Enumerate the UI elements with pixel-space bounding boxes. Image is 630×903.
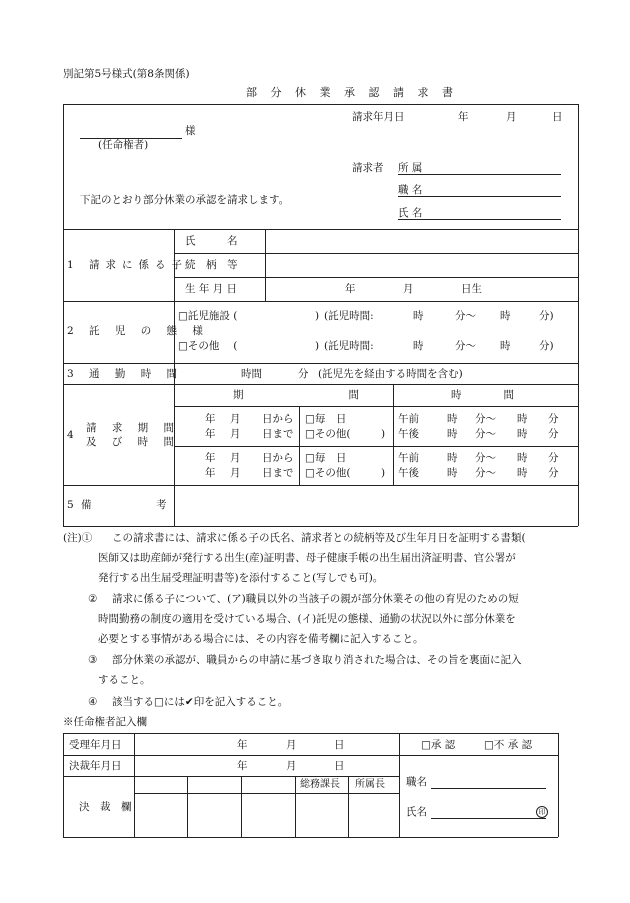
appointer-position-label: 職名 xyxy=(406,776,427,788)
section-period: 請 求 期 間 xyxy=(86,422,181,434)
appointer-position-line xyxy=(431,788,546,789)
form-label: 別記第5号様式(第8条関係) xyxy=(63,68,190,80)
appointer-heading: ※任命権者記入欄 xyxy=(63,716,147,728)
addressee-suffix: 様 xyxy=(185,125,196,137)
checkbox-daily[interactable]: □毎 日 xyxy=(305,413,347,425)
dept-line xyxy=(398,174,561,175)
note-3: 部分休業の承認が、職員からの申請に基づき取り消された場合は、その旨を裏面に記入 xyxy=(112,654,522,666)
section-remarks: 5 備 考 xyxy=(67,499,169,511)
position-line xyxy=(398,196,561,197)
name-label: 氏 名 xyxy=(398,207,423,219)
document-page: 別記第5号様式(第8条関係) 部 分 休 業 承 認 請 求 書 請求年月日 年 月 日 様 (任命権者) 請求者 所 属 職 名 氏 名 下記のとおり部分休業の承認を請求します。 1 請求に係る子 氏 名 続 柄 等 生 年 月 日 年 月 日生 2 託 児 の 態 様 □託児施設 ( ) (託児時間: 時 分〜 時 分) □その他 ( ) (託児時間: 時 分〜 時 分) 3 通 勤 時 間 時間 分 (託児先を経由する時間を含む) 4 請 求 期 間 及 び 時 間 期 間 時 間 年 月 日から 年 月 日まで □毎 日 □その他( ) 午前 時 分〜 時 分 午後 時 分〜 時 分 年 月 日から 年 月 日まで □毎 日 □その他( ) 午前 時 分〜 時 分 午後 時 分〜 時 分 5 備 考 (注)① この請求書には、請求に係る子の氏名、請求者との続柄等及び生年月日を証明する書類( 医師又は助産師が発行する出生(産)証明書、母子健康手帳の出生届出済証明書、官公署が 発行する出生届受理証明書等)を添付すること(写しでも可)。 ② 請求に係る子について、(ア)職員以外の当該子の親が部分休業その他の育児のための短 時間勤務の制度の適用を受けている場合、(イ)託児の態様、通勤の状況以外に部分休業を 必要とする事情がある場合には、その内容を備考欄に記入すること。 ③ 部分休業の承認が、職員からの申請に基づき取り消された場合は、その旨を裏面に記入 すること。 ④ 該当する□には✔印を記入すること。 ※任命権者記入欄 受理年月日 年 月 日 決裁年月日 年 月 日 □承 認 □不 承 認 決 裁 欄 総務課長 所属長 職名 氏名 印 xyxy=(0,0,630,903)
note-4: 該当する□には✔印を記入すること。 xyxy=(112,696,289,708)
section-child: 1 請求に係る子 xyxy=(67,259,189,271)
approval-label: 決 裁 欄 xyxy=(79,801,132,813)
appointer-label: (任命権者) xyxy=(98,139,149,151)
note-2: 請求に係る子について、(ア)職員以外の当該子の親が部分休業その他の育児のための短 xyxy=(112,593,519,605)
name-line xyxy=(398,219,561,220)
checkbox-disapprove[interactable]: □不 承 認 xyxy=(484,739,533,751)
dept-label: 所 属 xyxy=(398,162,423,174)
request-statement: 下記のとおり部分休業の承認を請求します。 xyxy=(80,194,290,206)
checkbox-other-care[interactable]: □その他 ( xyxy=(178,340,238,352)
checkbox-daily-2[interactable]: □毎 日 xyxy=(305,452,347,464)
position-label: 職 名 xyxy=(398,184,423,196)
main-top-border xyxy=(63,104,578,105)
appointer-name-line xyxy=(431,818,546,819)
seal-icon: 印 xyxy=(536,806,548,818)
checkbox-period-other[interactable]: □その他( xyxy=(305,428,351,440)
section-care: 2 託 児 の 態 様 xyxy=(67,325,209,337)
checkbox-facility[interactable]: □託児施設 ( xyxy=(178,310,238,322)
note-1: この請求書には、請求に係る子の氏名、請求者との続柄等及び生年月日を証明する書類( xyxy=(112,532,526,544)
appointer-name-label: 氏名 xyxy=(406,806,427,818)
checkbox-period-other-2[interactable]: □その他( xyxy=(305,467,351,479)
checkbox-approve[interactable]: □承 認 xyxy=(421,739,456,751)
document-title: 部 分 休 業 承 認 請 求 書 xyxy=(246,86,458,99)
section-commute: 3 通 勤 時 間 xyxy=(67,368,184,380)
commute-note: (託児先を経由する時間を含む) xyxy=(318,368,463,380)
